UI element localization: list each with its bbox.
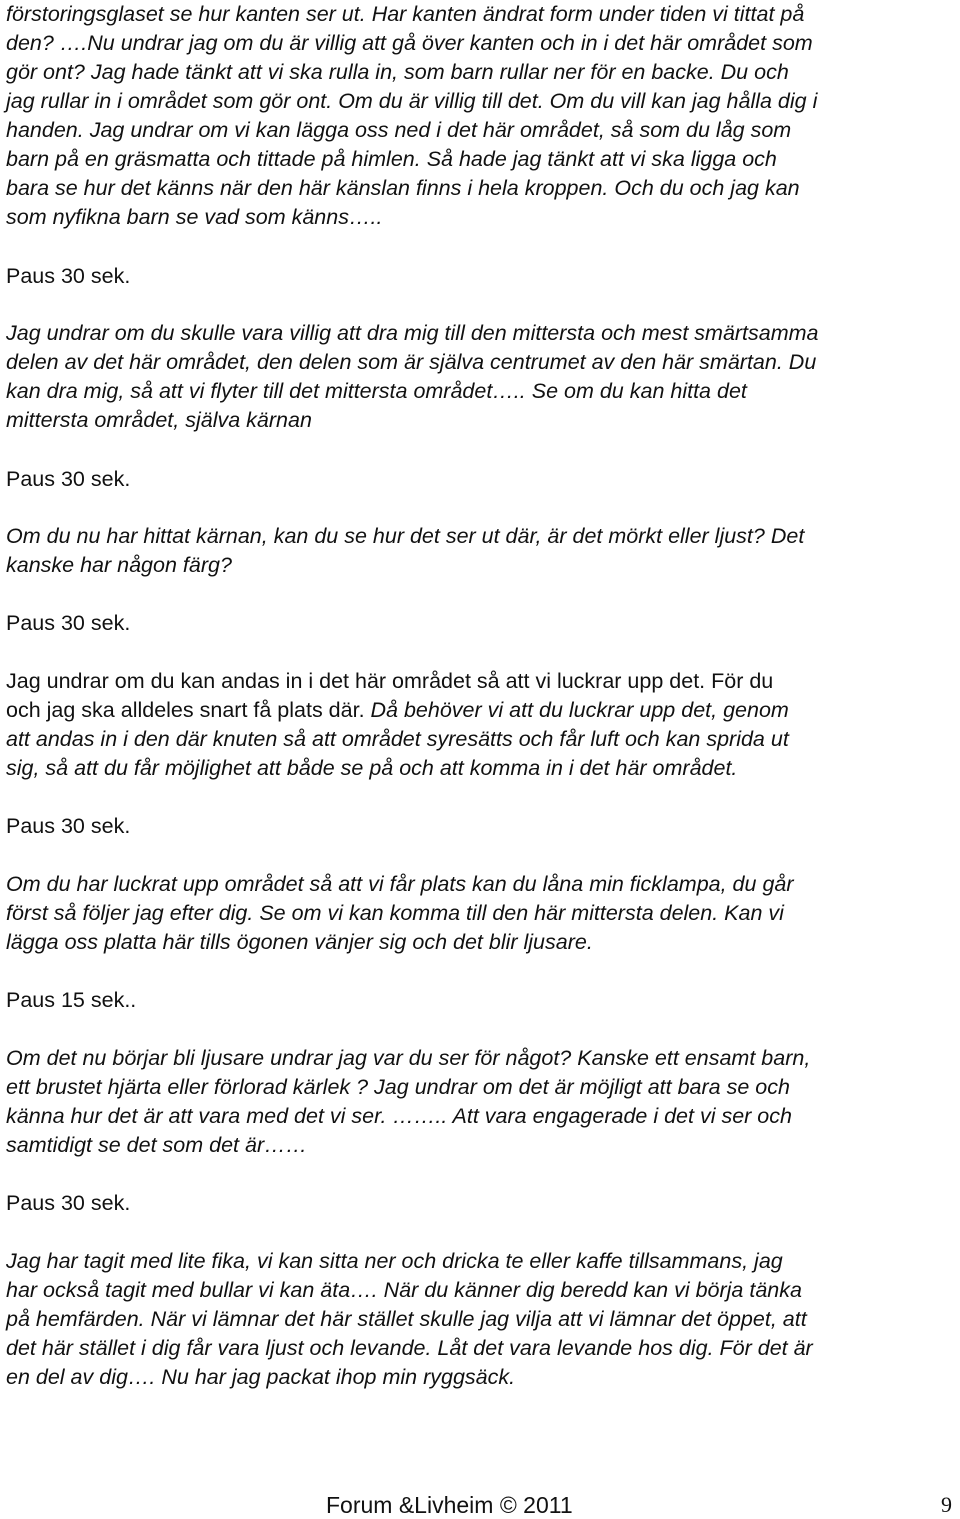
paragraph-core <box>6 522 804 580</box>
text-line: först så följer jag efter dig. Se om vi kan komma till den här mittersta delen. Kan vi <box>6 901 784 925</box>
paragraph-breathe <box>6 667 789 783</box>
text-line: Jag undrar om du kan andas in i det här området så att vi luckrar upp det. För du <box>6 669 774 693</box>
text-line: en del av dig…. Nu har jag packat ihop min ryggsäck. <box>6 1365 516 1389</box>
text-line: mittersta området, själva kärnan <box>6 408 312 432</box>
text-line: det här stället i dig får vara ljust och levande. Låt det vara levande hos dig. För det är <box>6 1336 813 1360</box>
pause-text: Paus 15 sek.. <box>6 988 137 1012</box>
text-line: barn på en gräsmatta och tittade på himlen. Så hade jag tänkt att vi ska ligga och <box>6 147 777 171</box>
page-number: 9 <box>941 1492 952 1517</box>
text-run: och jag ska alldeles snart få plats där. <box>6 698 371 722</box>
pause-text: Paus 30 sek. <box>6 467 131 491</box>
text-line: som nyfikna barn se vad som känns….. <box>6 205 383 229</box>
text-line: på hemfärden. När vi lämnar det här stället skulle jag vilja att vi lämnar det öppet, att <box>6 1307 807 1331</box>
footer-copyright: Forum &Livheim © 2011 <box>326 1492 573 1518</box>
pause-note <box>6 262 130 291</box>
text-line: sig, så att du får möjlighet att både se på och att komma in i det här området. <box>6 756 738 780</box>
text-line: Om du har luckrat upp området så att vi får plats kan du låna min ficklampa, du går <box>6 872 794 896</box>
paragraph-light <box>6 1044 810 1160</box>
text-line: ett brustet hjärta eller förlorad kärlek ? Jag undrar om det är möjligt att bara se och <box>6 1075 790 1099</box>
text-line: samtidigt se det som det är…… <box>6 1133 308 1157</box>
text-line: delen av det här området, den delen som är själva centrumet av den här smärtan. Du <box>6 350 817 374</box>
text-line: Jag undrar om du skulle vara villig att dra mig till den mittersta och mest smärtsamma <box>6 321 819 345</box>
text-line: förstoringsglaset se hur kanten ser ut. Har kanten ändrat form under tiden vi tittat på <box>6 2 805 26</box>
pause-note <box>6 986 136 1015</box>
text-line: kan dra mig, så att vi flyter till det mittersta området….. Se om du kan hitta det <box>6 379 747 403</box>
text-line: bara se hur det känns när den här känslan finns i hela kroppen. Och du och jag kan <box>6 176 800 200</box>
text-line: lägga oss platta här tills ögonen vänjer sig och det blir ljusare. <box>6 930 593 954</box>
pause-note <box>6 609 130 638</box>
text-line: handen. Jag undrar om vi kan lägga oss ned i det här området, så som du låg som <box>6 118 792 142</box>
pause-note <box>6 1189 130 1218</box>
paragraph-flashlight <box>6 870 794 957</box>
paragraph-intro <box>6 0 817 232</box>
text-line: känna hur det är att vara med det vi ser. …….. Att vara engagerade i det vi ser och <box>6 1104 792 1128</box>
text-line <box>6 696 789 725</box>
text-line: kanske har någon färg? <box>6 553 232 577</box>
pause-note <box>6 812 130 841</box>
text-line: jag rullar in i området som gör ont. Om du är villig till det. Om du vill kan jag hålla dig i <box>6 89 818 113</box>
text-run: Då behöver vi att du luckrar upp det, genom <box>370 698 789 722</box>
pause-text: Paus 30 sek. <box>6 611 131 635</box>
pause-text: Paus 30 sek. <box>6 264 131 288</box>
text-line: att andas in i den där knuten så att området syresätts och får luft och kan sprida ut <box>6 727 789 751</box>
text-line: den? ….Nu undrar jag om du är villig att gå över kanten och in i det här området som <box>6 31 813 55</box>
text-line: Om det nu börjar bli ljusare undrar jag var du ser för något? Kanske ett ensamt barn, <box>6 1046 811 1070</box>
text-line: gör ont? Jag hade tänkt att vi ska rulla in, som barn rullar ner för en backe. Du och <box>6 60 789 84</box>
paragraph-return <box>6 1247 813 1392</box>
text-line: Jag har tagit med lite fika, vi kan sitta ner och dricka te eller kaffe tillsammans, jag <box>6 1249 783 1273</box>
pause-note <box>6 465 130 494</box>
text-line: Om du nu har hittat kärnan, kan du se hur det ser ut där, är det mörkt eller ljust? Det <box>6 524 805 548</box>
paragraph-center <box>6 319 819 435</box>
text-line: har också tagit med bullar vi kan äta…. När du känner dig beredd kan vi börja tänka <box>6 1278 802 1302</box>
pause-text: Paus 30 sek. <box>6 814 131 838</box>
pause-text: Paus 30 sek. <box>6 1191 131 1215</box>
